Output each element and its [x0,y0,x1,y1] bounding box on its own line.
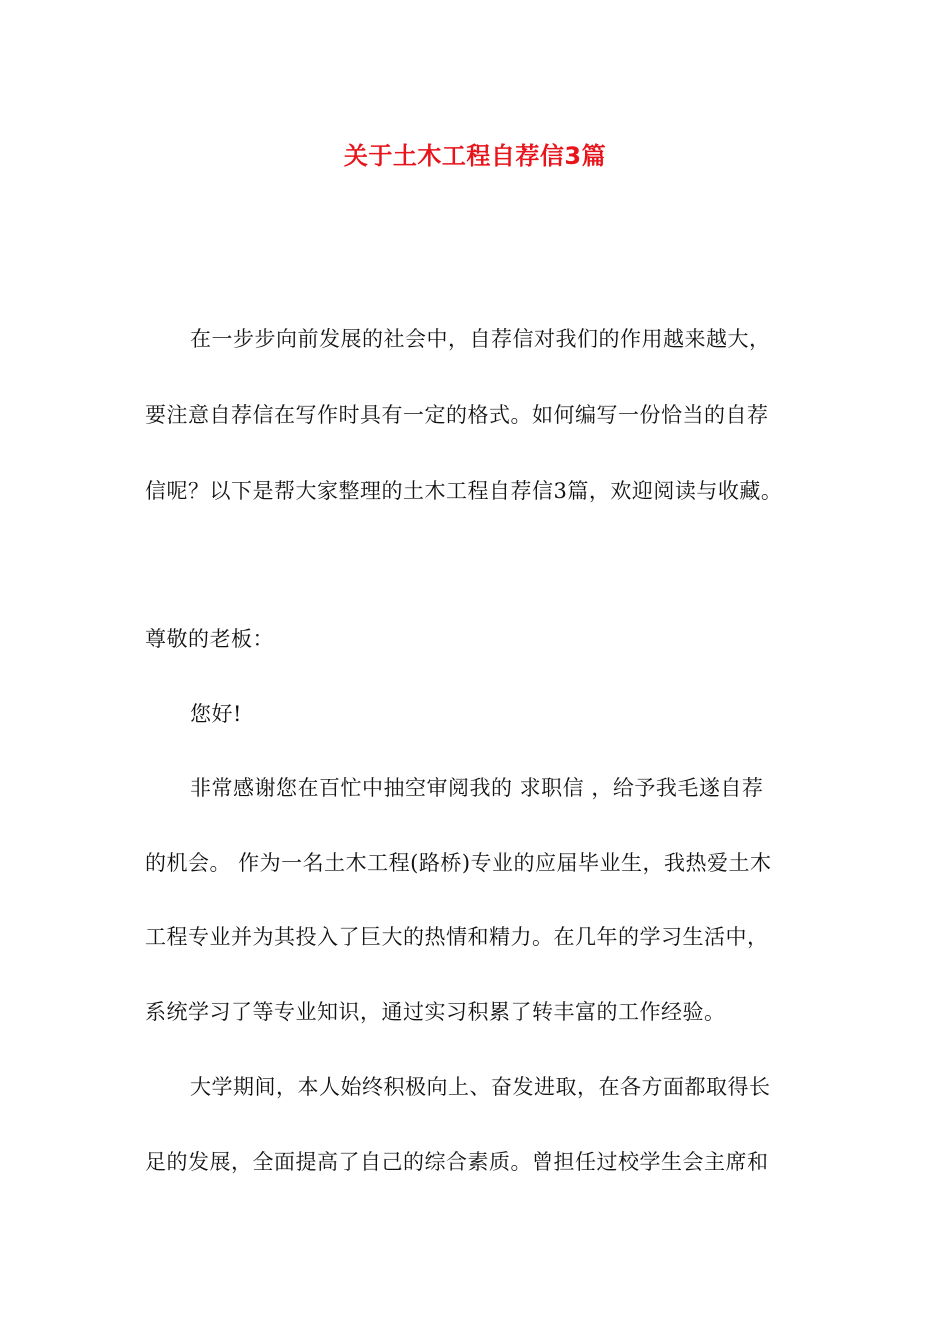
paragraph-line: 的机会。 作为一名土木工程(路桥)专业的应届毕业生，我热爱土木 [145,851,772,875]
paragraph-line: 非常感谢您在百忙中抽空审阅我的 求职信 ，给予我毛遂自荐 [190,776,764,800]
paragraph-line: 大学期间，本人始终积极向上、奋发进取，在各方面都取得长 [190,1075,771,1099]
paragraph-line: 系统学习了等专业知识，通过实习积累了转丰富的工作经验。 [145,1000,726,1024]
paragraph-line: 足的发展，全面提高了自己的综合素质。曾担任过校学生会主席和 [145,1150,769,1174]
greeting: 您好! [190,702,242,726]
paragraph-line: 信呢？以下是帮大家整理的土木工程自荐信3篇，欢迎阅读与收藏。 [145,479,783,503]
paragraph-line: 在一步步向前发展的社会中，自荐信对我们的作用越来越大， [190,327,771,351]
salutation: 尊敬的老板： [145,627,274,651]
paragraph-line: 工程专业并为其投入了巨大的热情和精力。在几年的学习生活中， [145,925,769,949]
document-title: 关于土木工程自荐信3篇 [343,142,607,170]
paragraph-line: 要注意自荐信在写作时具有一定的格式。如何编写一份恰当的自荐 [145,403,769,427]
